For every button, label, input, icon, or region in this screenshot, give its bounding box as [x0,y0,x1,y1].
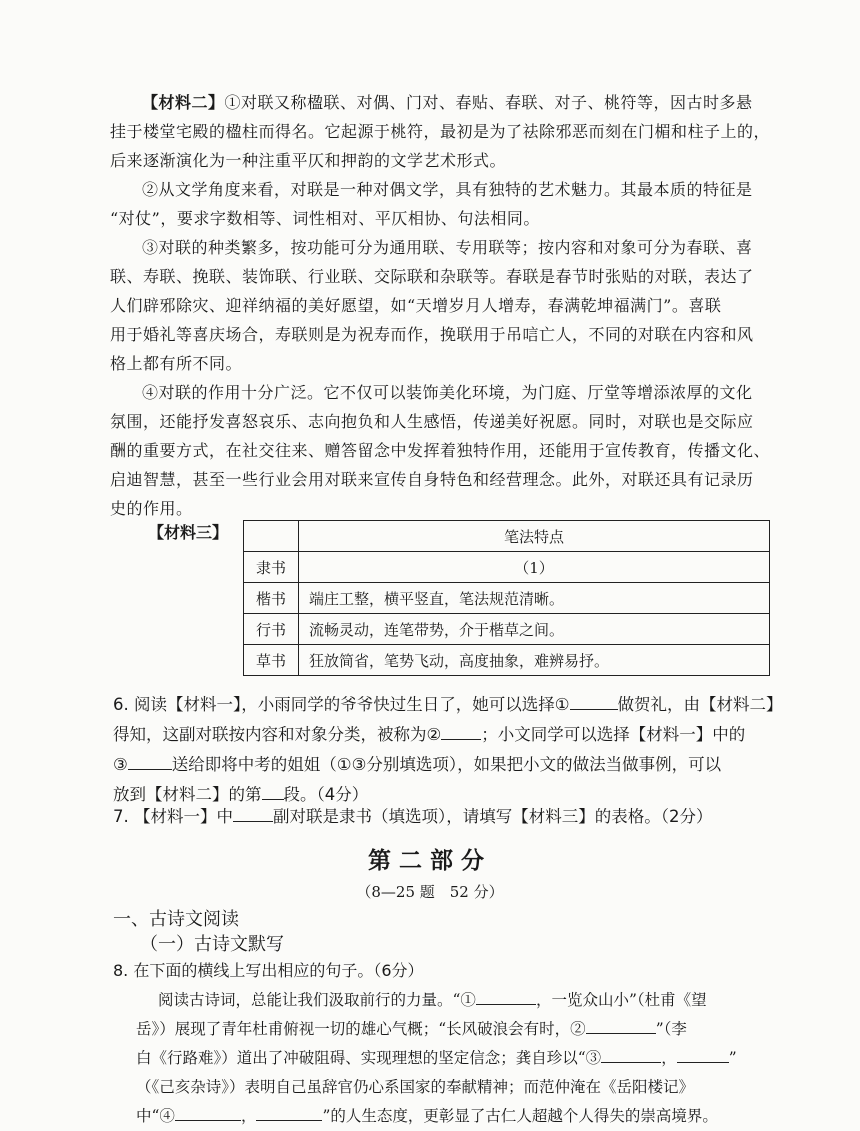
q8-blank-2[interactable] [586,1017,656,1034]
q8-title: 8. 在下面的横线上写出相应的句子。（6分） [113,961,424,980]
q8-blank-3a[interactable] [601,1046,661,1063]
material2-label: 【材料二】 [142,93,225,112]
material3-label: 【材料三】 [148,523,229,542]
q8-line3: 白《行路难》）道出了冲破阻碍、实现理想的坚定信念；龚自珍以“③ ， ” [136,1044,796,1073]
table-desc-cell: 狂放简省，笔势飞动，高度抽象，难辨易抒。 [299,645,770,676]
material2-block [110,88,790,523]
material2-p1-line1: 【材料二】①对联又称楹联、对偶、门对、春贴、春联、对子、桃符等，因古时多悬 [142,93,753,112]
q8-line4: （《己亥杂诗》）表明自己虽辞官仍心系国家的奉献精神；而范仲淹在《岳阳楼记》 [136,1078,695,1096]
table-desc-cell: 流畅灵动，连笔带势，介于楷草之间。 [299,614,770,645]
table-header-row [244,521,770,552]
material2-p4-line4: 启迪智慧，甚至一些行业会用对联来宣传自身特色和经营理念。此外，对联还具有记录历 [110,470,754,489]
q6-line3: ③ 送给即将中考的姐姐（①③分别填选项），如果把小文的做法当做事例，可以 [113,755,722,774]
table-style-cell: 行书 [244,614,299,645]
q7-blank[interactable] [233,805,273,822]
material2-p4-line3: 酬的重要方式，在社交往来、赠答留念中发挥着独特作用，还能用于宣传教育，传播文化、 [110,441,771,460]
material2-p4-line5: 史的作用。 [110,499,193,518]
q6-blank-4[interactable] [262,783,284,800]
q8-blank-4a[interactable] [175,1104,241,1121]
q6-blank-2[interactable] [441,723,481,740]
table-header-cell: 笔法特点 [299,521,770,552]
material2-p3-line2: 联、寿联、挽联、装饰联、行业联、交际联和杂联等。春联是春节时张贴的对联，表达了 [110,267,754,286]
question-6 [113,690,803,810]
material2-p1-line2: 挂于楼堂宅殿的楹柱而得名。它起源于桃符，最初是为了祛除邪恶而刻在门楣和柱子上的， [110,122,771,141]
table-style-cell: 隶书 [244,552,299,583]
table-corner-cell [244,521,299,552]
q6-line2: 得知，这副对联按内容和对象分类，被称为② ；小文同学可以选择【材料一】中的 [113,725,746,744]
q8-line2: 岳》）展现了青年杜甫俯视一切的雄心气概；“长风破浪会有时，② ”（李 [136,1015,796,1044]
q8-blank-1[interactable] [476,988,536,1005]
material2-p3-line1: ③对联的种类繁多，按功能可分为通用联、专用联等；按内容和对象可分为春联、喜 [142,238,753,257]
material2-p1-line3: 后来逐渐演化为一种注重平仄和押韵的文学艺术形式。 [110,151,507,170]
q8-line1: 阅读古诗词，总能让我们汲取前行的力量。“① ，一览众山小”（杜甫《望 [136,986,796,1015]
table-desc-cell: （1） [299,552,770,583]
calligraphy-table [243,520,770,676]
question-7: 7. 【材料一】中 副对联是隶书（填选项），请填写【材料三】的表格。（2分） [113,807,713,826]
table-style-cell: 草书 [244,645,299,676]
q8-blank-3b[interactable] [677,1046,729,1063]
q8-blank-4b[interactable] [256,1104,322,1121]
material2-p3-line5: 格上都有所不同。 [110,354,243,373]
material2-p3-line3: 人们辟邪除灾、迎祥纳福的美好愿望，如“天增岁月人增寿，春满乾坤福满门”。喜联 [110,296,722,315]
part2-title: 第二部分 [368,848,492,874]
q6-line1: 6. 阅读【材料一】，小雨同学的爷爷快过生日了，她可以选择① 做贺礼，由【材料二】 [113,695,783,714]
q6-blank-1[interactable] [570,693,618,710]
material2-p4-line2: 氛围，还能抒发喜怒哀乐、志向抱负和人生感悟，传递美好祝愿。同时，对联也是交际应 [110,412,754,431]
part2-subtitle: （8—25 题 52 分） [356,883,504,901]
q6-line4: 放到【材料二】的第 段。（4分） [113,785,369,804]
section1-1-heading: （一）古诗文默写 [140,934,284,955]
q8-line5: 中“④ ， ”的人生态度，更彰显了古仁人超越个人得失的崇高境界。 [136,1102,796,1131]
table-row [244,552,770,583]
section1-heading: 一、古诗文阅读 [113,909,239,930]
question-8-passage [136,986,796,1131]
table-style-cell: 楷书 [244,583,299,614]
table-row [244,614,770,645]
table-row [244,645,770,676]
material2-p2-line1: ②从文学角度来看，对联是一种对偶文学，具有独特的艺术魅力。其最本质的特征是 [142,180,753,199]
material2-p2-line2: “对仗”，要求字数相等、词性相对、平仄相协、句法相同。 [110,209,540,228]
table-row [244,583,770,614]
q6-blank-3[interactable] [128,753,172,770]
table-desc-cell: 端庄工整，横平竖直，笔法规范清晰。 [299,583,770,614]
material2-p4-line1: ④对联的作用十分广泛。它不仅可以装饰美化环境，为门庭、厅堂等增添浓厚的文化 [142,383,753,402]
material2-p3-line4: 用于婚礼等喜庆场合，寿联则是为祝寿而作，挽联用于吊唁亡人，不同的对联在内容和风 [110,325,754,344]
